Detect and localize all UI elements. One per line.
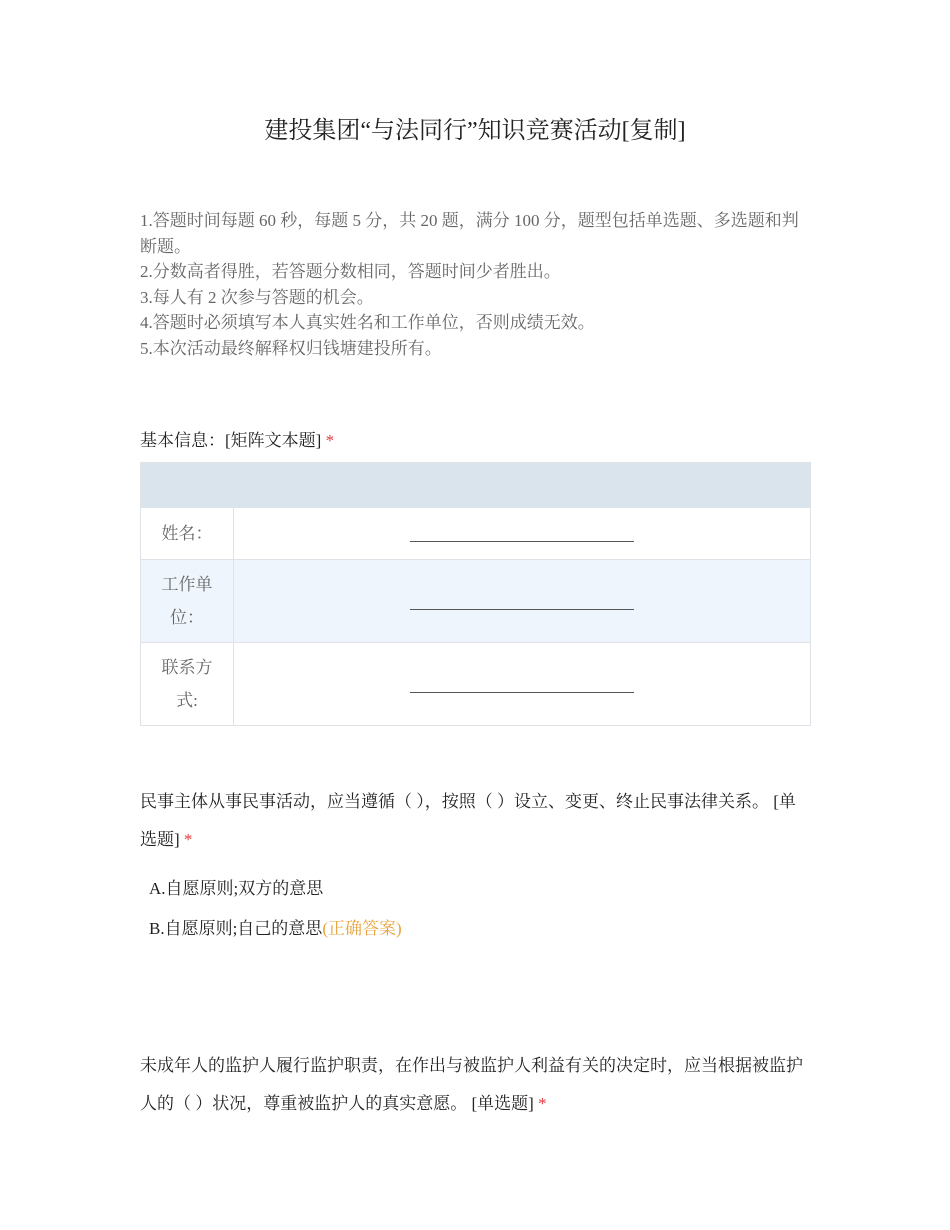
question-text: 未成年人的监护人履行监护职责，在作出与被监护人利益有关的决定时，应当根据被监护人的（ ）状况，尊重被监护人的真实意愿。 [140, 1056, 803, 1113]
matrix-header-cell [234, 463, 811, 508]
matrix-row-workplace [141, 560, 811, 643]
basic-info-title: 基本信息：[矩阵文本题] [140, 431, 322, 450]
row-label-text: 联系方式: [161, 658, 213, 710]
question-text: 民事主体从事民事活动，应当遵循（ ），按照（ ）设立、变更、终止民事法律关系。 [140, 792, 769, 811]
required-mark: * [538, 1094, 547, 1113]
contact-input[interactable] [234, 643, 811, 726]
option-a[interactable] [149, 874, 323, 899]
workplace-input[interactable] [234, 560, 811, 643]
basic-info-matrix [140, 462, 811, 726]
question-type: [单选题] [140, 792, 796, 849]
name-input[interactable] [234, 508, 811, 560]
question-2 [140, 1047, 812, 1123]
option-text: B.自愿原则;自己的意思 [149, 919, 323, 938]
option-text: A.自愿原则;双方的意思 [149, 879, 324, 898]
question-type: [单选题] [471, 1094, 534, 1113]
intro-text [140, 208, 810, 361]
matrix-header-row [141, 463, 811, 508]
intro-line: 4.答题时必须填写本人真实姓名和工作单位，否则成绩无效。 [140, 313, 595, 332]
matrix-row-name [141, 508, 811, 560]
basic-info-label [140, 426, 334, 451]
matrix-row-contact [141, 643, 811, 726]
row-label-workplace [141, 560, 234, 643]
intro-line: 2.分数高者得胜，若答题分数相同，答题时间少者胜出。 [140, 262, 561, 281]
option-b[interactable] [149, 914, 402, 939]
input-underline [410, 609, 634, 610]
correct-answer-mark: (正确答案) [322, 919, 402, 938]
required-mark: * [325, 431, 335, 450]
page-title: 建投集团“与法同行”知识竞赛活动[复制] [264, 118, 686, 144]
question-1 [140, 783, 812, 859]
required-mark: * [183, 830, 193, 849]
row-label-contact [141, 643, 234, 726]
intro-line: 1.答题时间每题 60 秒，每题 5 分，共 20 题，满分 100 分，题型包括单选题、多选题和判断题。 [140, 211, 799, 256]
input-underline [410, 541, 634, 542]
intro-line: 3.每人有 2 次参与答题的机会。 [140, 287, 374, 307]
row-label-text: 工作单位： [161, 575, 213, 627]
matrix-header-cell [141, 463, 234, 508]
input-underline [410, 692, 634, 693]
intro-line: 5.本次活动最终解释权归钱塘建投所有。 [140, 338, 442, 358]
row-label-name: 姓名： [141, 508, 234, 560]
